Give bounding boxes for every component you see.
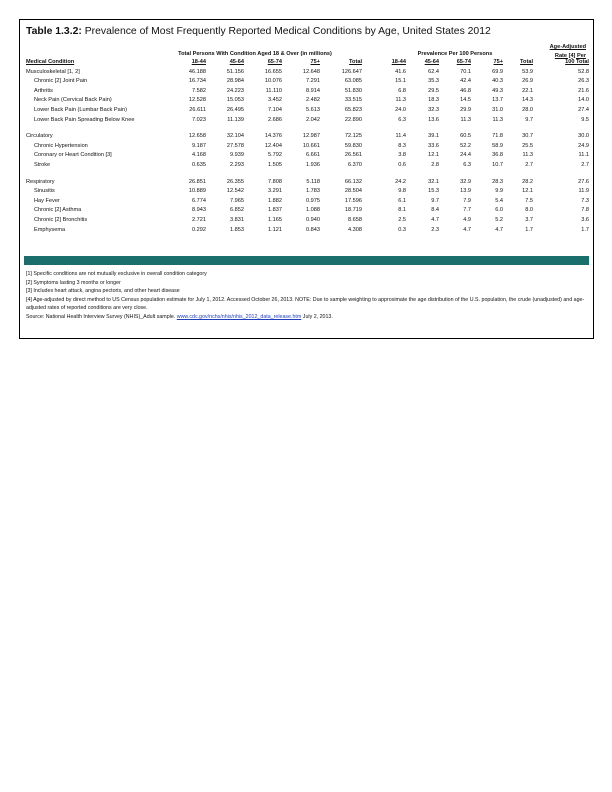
- table-cell: 27.4: [578, 106, 589, 113]
- table-cell: 8.1: [398, 207, 406, 214]
- table-row: [26, 197, 589, 207]
- table-cell: 11.3: [460, 116, 471, 123]
- table-cell: 10.889: [188, 188, 206, 195]
- table-cell: 13.9: [460, 188, 471, 195]
- table-cell: 10.7: [492, 161, 503, 168]
- table-cell: 26.561: [344, 152, 362, 159]
- table-cell: 32.3: [428, 106, 439, 113]
- table-cell: 11.3: [522, 152, 533, 159]
- table-cell: 7.582: [192, 87, 206, 94]
- table-cell: 3.831: [230, 216, 244, 223]
- table-cell: 1.121: [268, 226, 282, 233]
- condition-label: Arthritis: [34, 87, 53, 94]
- condition-label: Neck Pain (Cervical Back Pain): [34, 97, 112, 104]
- table-cell: 2.8: [431, 161, 439, 168]
- table-cell: 2.042: [306, 116, 320, 123]
- table-cell: 53.9: [522, 68, 533, 75]
- table-cell: 6.8: [398, 87, 406, 94]
- col-count-18-44: 18-44: [191, 59, 206, 65]
- footnote-1: [1] Specific conditions are not mutually exclusive in overall condition category: [26, 271, 207, 277]
- table-cell: 22.890: [344, 116, 362, 123]
- footnote-4: [4] Age-adjusted by direct method to US Census population estimate for July 1, 2012. Accessed October 26, 2013. NOTE: Due to sample weighting to approximate the age distribution of the U.S. population, the crude (unadjusted) and age-adjusted rates of reported conditions are very close.: [26, 296, 585, 312]
- table-cell: 24.9: [578, 142, 589, 149]
- table-cell: 2.686: [268, 116, 282, 123]
- table-cell: 2.5: [398, 216, 406, 223]
- table-cell: 26.851: [188, 178, 206, 185]
- col-count-75plus: 75+: [310, 59, 320, 65]
- table-cell: 8.658: [348, 216, 362, 223]
- table-cell: 28.504: [344, 188, 362, 195]
- table-cell: 59.830: [344, 142, 362, 149]
- table-cell: 7.7: [463, 207, 471, 214]
- table-cell: 14.376: [264, 133, 282, 140]
- table-cell: 52.2: [460, 142, 471, 149]
- table-cell: 1.7: [525, 226, 533, 233]
- table-row: [26, 226, 589, 236]
- prevalence-header: Prevalence Per 100 Persons: [417, 51, 493, 57]
- table-cell: 26.355: [226, 178, 244, 185]
- table-row: [26, 216, 589, 226]
- table-cell: 28.0: [522, 106, 533, 113]
- table-cell: 27.6: [578, 178, 589, 185]
- source-suffix: July 2, 2013.: [302, 313, 333, 320]
- table-cell: 11.3: [395, 97, 406, 104]
- table-cell: 12.987: [302, 133, 320, 140]
- table-cell: 58.9: [492, 142, 503, 149]
- table-cell: 1.837: [268, 207, 282, 214]
- table-row: [26, 132, 589, 142]
- table-cell: 26.3: [578, 78, 589, 85]
- table-cell: 7.3: [581, 197, 589, 204]
- table-cell: 17.596: [344, 197, 362, 204]
- table-cell: 30.0: [578, 133, 589, 140]
- table-cell: 16.734: [188, 78, 206, 85]
- condition-label: Chronic [2] Asthma: [34, 207, 82, 214]
- table-cell: 7.8: [581, 207, 589, 214]
- table-row: [26, 116, 589, 126]
- table-row: [26, 96, 589, 106]
- condition-label: Chronic Hypertension: [34, 142, 88, 149]
- table-cell: 5.118: [306, 178, 320, 185]
- table-body: [26, 68, 589, 236]
- table-cell: 3.452: [268, 97, 282, 104]
- table-cell: 13.7: [492, 97, 503, 104]
- table-row: [26, 77, 589, 87]
- table-cell: 0.843: [306, 226, 320, 233]
- teal-divider-bar: [24, 256, 589, 265]
- category-label: Respiratory: [26, 178, 55, 185]
- table-cell: 0.975: [306, 197, 320, 204]
- table-cell: 0.3: [398, 226, 406, 233]
- table-cell: 2.7: [581, 161, 589, 168]
- table-cell: 12.528: [188, 97, 206, 104]
- table-cell: 30.7: [522, 133, 533, 140]
- table-cell: 5.792: [268, 152, 282, 159]
- table-cell: 26.611: [189, 106, 206, 113]
- table-cell: 9.939: [230, 152, 244, 159]
- table-cell: 10.661: [302, 142, 320, 149]
- table-cell: 1.783: [306, 188, 320, 195]
- condition-label: Chronic [2] Joint Pain: [34, 78, 88, 85]
- table-cell: 5.613: [306, 106, 320, 113]
- table-cell: 9.7: [525, 116, 533, 123]
- table-cell: 33.6: [428, 142, 439, 149]
- footnote-2: [2] Symptoms lasting 3 months or longer: [26, 279, 121, 286]
- table-cell: 6.661: [306, 152, 320, 159]
- table-cell: 39.1: [428, 133, 439, 140]
- table-cell: 70.1: [460, 68, 471, 75]
- category-label: Circulatory: [26, 133, 53, 140]
- age-adjusted-line2: Rate [4] Per: [554, 52, 586, 59]
- condition-label: Hay Fever: [34, 197, 60, 204]
- table-cell: 7.104: [268, 106, 282, 113]
- table-cell: 27.578: [226, 142, 244, 149]
- table-cell: 12.1: [428, 152, 439, 159]
- table-cell: 11.139: [227, 116, 244, 123]
- table-cell: 13.6: [428, 116, 439, 123]
- table-cell: 32.104: [226, 133, 244, 140]
- col-rate-45-64: 45-64: [424, 59, 439, 65]
- table-cell: 5.4: [495, 197, 503, 204]
- col-rate-75plus: 75+: [493, 59, 503, 65]
- table-cell: 0.292: [192, 226, 206, 233]
- table-row: [26, 161, 589, 171]
- col-age-adjusted: 100 Total: [565, 59, 589, 65]
- table-cell: 24.2: [395, 178, 406, 185]
- total-persons-header: Total Persons With Condition Aged 18 & Over (in millions): [178, 51, 332, 57]
- condition-label: Sinusitis: [34, 188, 55, 195]
- table-cell: 11.9: [578, 188, 589, 195]
- table-cell: 46.8: [460, 87, 471, 94]
- table-cell: 4.7: [463, 226, 471, 233]
- table-cell: 72.125: [344, 133, 362, 140]
- table-cell: 66.132: [344, 178, 362, 185]
- table-cell: 6.3: [463, 161, 471, 168]
- table-cell: 2.293: [230, 161, 244, 168]
- source-line: [26, 313, 586, 322]
- table-title: [26, 26, 491, 37]
- table-cell: 62.4: [428, 68, 439, 75]
- table-cell: 60.5: [460, 133, 471, 140]
- table-cell: 51.830: [344, 87, 362, 94]
- table-cell: 46.188: [188, 68, 206, 75]
- table-cell: 6.3: [398, 116, 406, 123]
- table-cell: 126.647: [341, 68, 362, 75]
- table-cell: 29.9: [460, 106, 471, 113]
- table-cell: 40.3: [492, 78, 503, 85]
- age-adjusted-line1: Age-Adjusted: [549, 44, 586, 50]
- table-cell: 1.165: [268, 216, 282, 223]
- table-cell: 21.6: [578, 87, 589, 94]
- table-row: [26, 87, 589, 97]
- table-cell: 9.9: [495, 188, 503, 195]
- table-row: [26, 178, 589, 188]
- table-cell: 6.1: [398, 197, 406, 204]
- table-cell: 51.156: [226, 68, 244, 75]
- table-cell: 4.308: [348, 226, 362, 233]
- table-cell: 24.4: [460, 152, 471, 159]
- table-cell: 7.291: [306, 78, 320, 85]
- table-cell: 2.482: [306, 97, 320, 104]
- table-cell: 36.8: [492, 152, 503, 159]
- table-cell: 4.168: [192, 152, 206, 159]
- table-cell: 9.187: [192, 142, 206, 149]
- table-cell: 25.5: [522, 142, 533, 149]
- col-medical-condition: Medical Condition: [26, 59, 75, 65]
- table-cell: 7.808: [268, 178, 282, 185]
- table-cell: 29.5: [428, 87, 439, 94]
- table-cell: 14.3: [522, 97, 533, 104]
- table-cell: 0.6: [398, 161, 406, 168]
- table-cell: 12.542: [226, 188, 244, 195]
- table-cell: 22.1: [522, 87, 533, 94]
- table-cell: 2.7: [525, 161, 533, 168]
- table-row: [26, 187, 589, 197]
- table-cell: 26.9: [522, 78, 533, 85]
- table-cell: 3.6: [581, 216, 589, 223]
- col-rate-18-44: 18-44: [391, 59, 406, 65]
- table-cell: 6.370: [348, 161, 362, 168]
- table-cell: 24.223: [226, 87, 244, 94]
- table-cell: 42.4: [460, 78, 471, 85]
- table-cell: 28.984: [226, 78, 244, 85]
- table-cell: 35.3: [428, 78, 439, 85]
- table-cell: 31.0: [492, 106, 503, 113]
- condition-label: Coronary or Heart Condition [3]: [34, 152, 112, 159]
- source-prefix: Source: National Health Interview Survey (NHIS)_Adult sample.: [26, 313, 176, 320]
- table-cell: 65.823: [344, 106, 362, 113]
- table-cell: 7.5: [525, 197, 533, 204]
- table-cell: 12.658: [188, 133, 206, 140]
- table-cell: 1.853: [230, 226, 244, 233]
- source-link[interactable]: www.cdc.gov/nchs/nhis/nhis_2012_data_release.htm: [176, 313, 302, 320]
- table-cell: 9.8: [398, 188, 406, 195]
- table-cell: 24.0: [395, 106, 406, 113]
- table-cell: 7.9: [463, 197, 471, 204]
- table-cell: 33.515: [344, 97, 362, 104]
- table-cell: 2.721: [192, 216, 206, 223]
- table-number: Table 1.3.2:: [26, 26, 82, 37]
- table-cell: 14.5: [460, 97, 471, 104]
- group-spacer: [26, 125, 589, 132]
- condition-label: Lower Back Pain (Lumbar Back Pain): [34, 106, 127, 113]
- table-row: [26, 142, 589, 152]
- table-cell: 32.1: [428, 178, 439, 185]
- table-cell: 11.3: [492, 116, 503, 123]
- table-cell: 11.4: [395, 133, 406, 140]
- table-cell: 41.6: [395, 68, 406, 75]
- table-cell: 10.076: [264, 78, 282, 85]
- table-cell: 18.719: [344, 207, 362, 214]
- table-cell: 0.940: [306, 216, 320, 223]
- category-label: Musculoskeletal [1, 2]: [26, 68, 80, 75]
- table-cell: 12.1: [522, 188, 533, 195]
- table-cell: 15.1: [395, 78, 406, 85]
- table-cell: 9.7: [431, 197, 439, 204]
- table-cell: 69.9: [492, 68, 503, 75]
- footnote-3: [3] Includes heart attack, angina pectoris, and other heart disease: [26, 288, 180, 295]
- footnotes: [26, 270, 586, 322]
- table-cell: 8.4: [431, 207, 439, 214]
- table-cell: 63.085: [344, 78, 362, 85]
- table-row: [26, 206, 589, 216]
- condition-label: Chronic [2] Bronchitis: [34, 216, 88, 223]
- table-cell: 4.7: [495, 226, 503, 233]
- group-spacer: [26, 171, 589, 178]
- table-cell: 1.088: [306, 207, 320, 214]
- table-cell: 11.1: [578, 152, 589, 159]
- table-cell: 6.774: [192, 197, 206, 204]
- table-cell: 26.495: [226, 106, 244, 113]
- table-cell: 3.7: [525, 216, 533, 223]
- table-cell: 11.110: [265, 87, 282, 94]
- table-cell: 28.2: [522, 178, 533, 185]
- table-cell: 3.291: [268, 188, 282, 195]
- table-cell: 6.852: [230, 207, 244, 214]
- table-cell: 4.9: [463, 216, 471, 223]
- condition-label: Emphysema: [34, 226, 66, 233]
- col-count-65-74: 65-74: [267, 59, 282, 65]
- table-row: [26, 68, 589, 78]
- table-cell: 4.7: [431, 216, 439, 223]
- table-cell: 0.635: [192, 161, 206, 168]
- conditions-table: [26, 58, 589, 235]
- table-cell: 1.882: [268, 197, 282, 204]
- table-cell: 15.053: [226, 97, 244, 104]
- col-rate-total: Total: [520, 59, 533, 65]
- table-cell: 7.965: [230, 197, 244, 204]
- table-cell: 28.3: [492, 178, 503, 185]
- col-rate-65-74: 65-74: [456, 59, 471, 65]
- condition-label: Stroke: [34, 161, 51, 168]
- table-cell: 3.8: [398, 152, 406, 159]
- table-cell: 7.023: [192, 116, 206, 123]
- table-cell: 52.8: [578, 68, 589, 75]
- table-cell: 14.0: [578, 97, 589, 104]
- table-cell: 8.943: [192, 207, 206, 214]
- table-cell: 6.0: [495, 207, 503, 214]
- column-header-row: [26, 58, 589, 68]
- col-count-total: Total: [349, 59, 362, 65]
- table-cell: 8.914: [306, 87, 320, 94]
- table-cell: 49.3: [492, 87, 503, 94]
- table-cell: 12.648: [302, 68, 320, 75]
- table-cell: 1.7: [581, 226, 589, 233]
- table-row: [26, 151, 589, 161]
- table-cell: 15.3: [428, 188, 439, 195]
- col-count-45-64: 45-64: [229, 59, 244, 65]
- table-cell: 2.3: [431, 226, 439, 233]
- table-cell: 9.5: [581, 116, 589, 123]
- table-cell: 71.8: [492, 133, 503, 140]
- table-cell: 8.3: [398, 142, 406, 149]
- table-title-text: Prevalence of Most Frequently Reported Medical Conditions by Age, United States 2012: [84, 26, 491, 37]
- table-row: [26, 106, 589, 116]
- table-cell: 8.0: [525, 207, 533, 214]
- condition-label: Lower Back Pain Spreading Below Knee: [34, 116, 135, 123]
- table-cell: 1.505: [268, 161, 282, 168]
- table-cell: 12.404: [264, 142, 282, 149]
- table-cell: 32.9: [460, 178, 471, 185]
- table-cell: 1.936: [306, 161, 320, 168]
- table-cell: 16.655: [264, 68, 282, 75]
- table-cell: 18.3: [428, 97, 439, 104]
- table-cell: 5.2: [495, 216, 503, 223]
